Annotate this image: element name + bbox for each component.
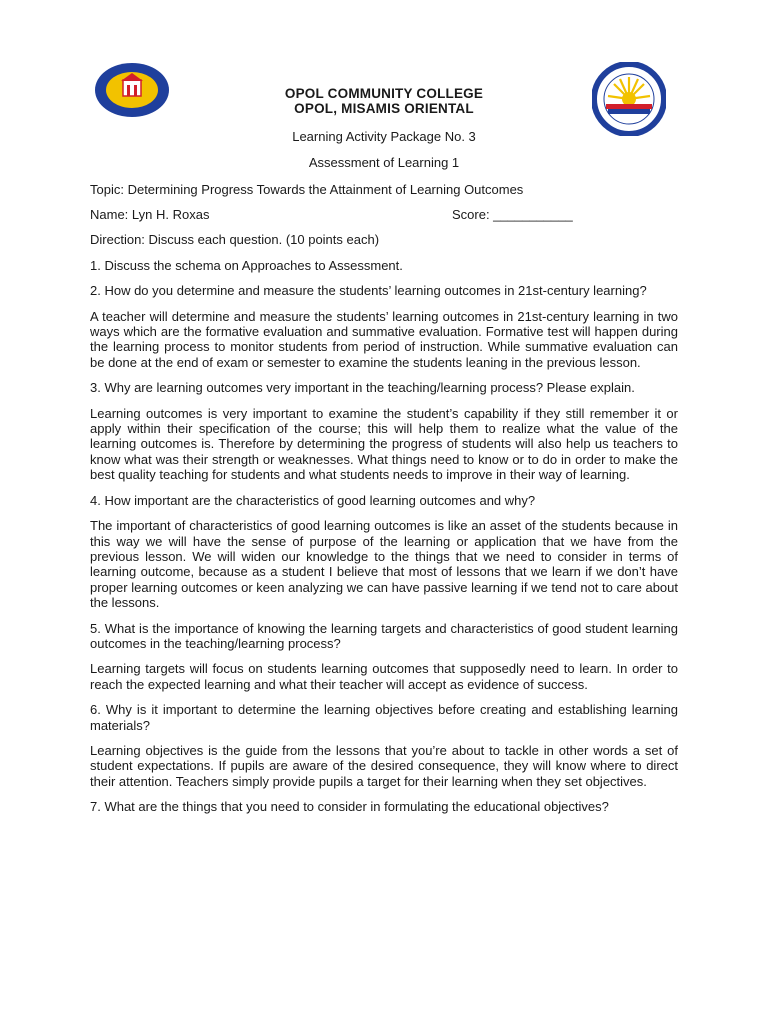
question-7: 7. What are the things that you need to consider in formulating the educational objectives? [90,799,609,815]
topic-line: Topic: Determining Progress Towards the Attainment of Learning Outcomes [90,182,524,197]
direction-line: Direction: Discuss each question. (10 points each) [90,232,380,248]
document-body [90,182,678,825]
document-header [0,86,768,116]
question-4: 4. How important are the characteristics of good learning outcomes and why? [90,492,536,508]
college-name: OPOL COMMUNITY COLLEGE [284,86,484,101]
student-name: Name: Lyn H. Roxas [90,207,210,223]
question-5: 5. What is the importance of knowing the learning targets and characteristics of good student learning outcomes in the teaching/learning process? [90,620,678,651]
question-3: 3. Why are learning outcomes very important in the teaching/learning process? Please explain. [90,380,635,396]
answer-2: A teacher will determine and measure the students’ learning outcomes in 21st-century learning in two ways which are the formative evaluation and summative evaluation. Formative test will happen during the learning process to monitor students from period of instruction. While summative evaluation can be done at the end of exam or semester to examine the students leaning in the previous lesson. [90,308,678,370]
question-2: 2. How do you determine and measure the students’ learning outcomes in 21st-century learning? [90,283,647,299]
college-location: OPOL, MISAMIS ORIENTAL [294,101,474,116]
subject-title: Assessment of Learning 1 [308,155,460,170]
score-field: Score: ___________ [452,207,573,223]
question-1: 1. Discuss the schema on Approaches to Assessment. [90,257,403,273]
name-score-row [90,207,678,222]
package-title: Learning Activity Package No. 3 [292,129,476,144]
answer-6: Learning objectives is the guide from the lessons that you’re about to tackle in other words a set of student expectations. If pupils are aware of the desired consequence, they will know where to direct their attention. Teachers simply provide pupils a target for their learning when they set objectives. [90,742,678,789]
answer-4: The important of characteristics of good learning outcomes is like an asset of the students because in this way we will have the sense of purpose of the learning or application that we have from the previous lesson. We will widen our knowledge to the things that we need to consider in terms of learning outcome, because as a student I believe that most of lessons that we learn if we don’t have proper learning outcomes or keen analyzing we can have passive learning if we tend not to care about the lessons. [90,518,678,611]
answer-5: Learning targets will focus on students learning outcomes that supposedly need to learn. In order to reach the expected learning and what their teacher will accept as evidence of success. [90,661,678,692]
question-6: 6. Why is it important to determine the learning objectives before creating and establishing learning materials? [90,702,678,733]
answer-3: Learning outcomes is very important to examine the student’s capability if they still remember it or apply within their specification of the course; this will help them to realize what the value of the learning outcomes is. Therefore by determining the progress of students will also help us teachers to know what was their strength or weaknesses. What things need to know or to do in order to make the best quality teaching for students and what students needs to improve in their way of learning. [90,405,678,483]
